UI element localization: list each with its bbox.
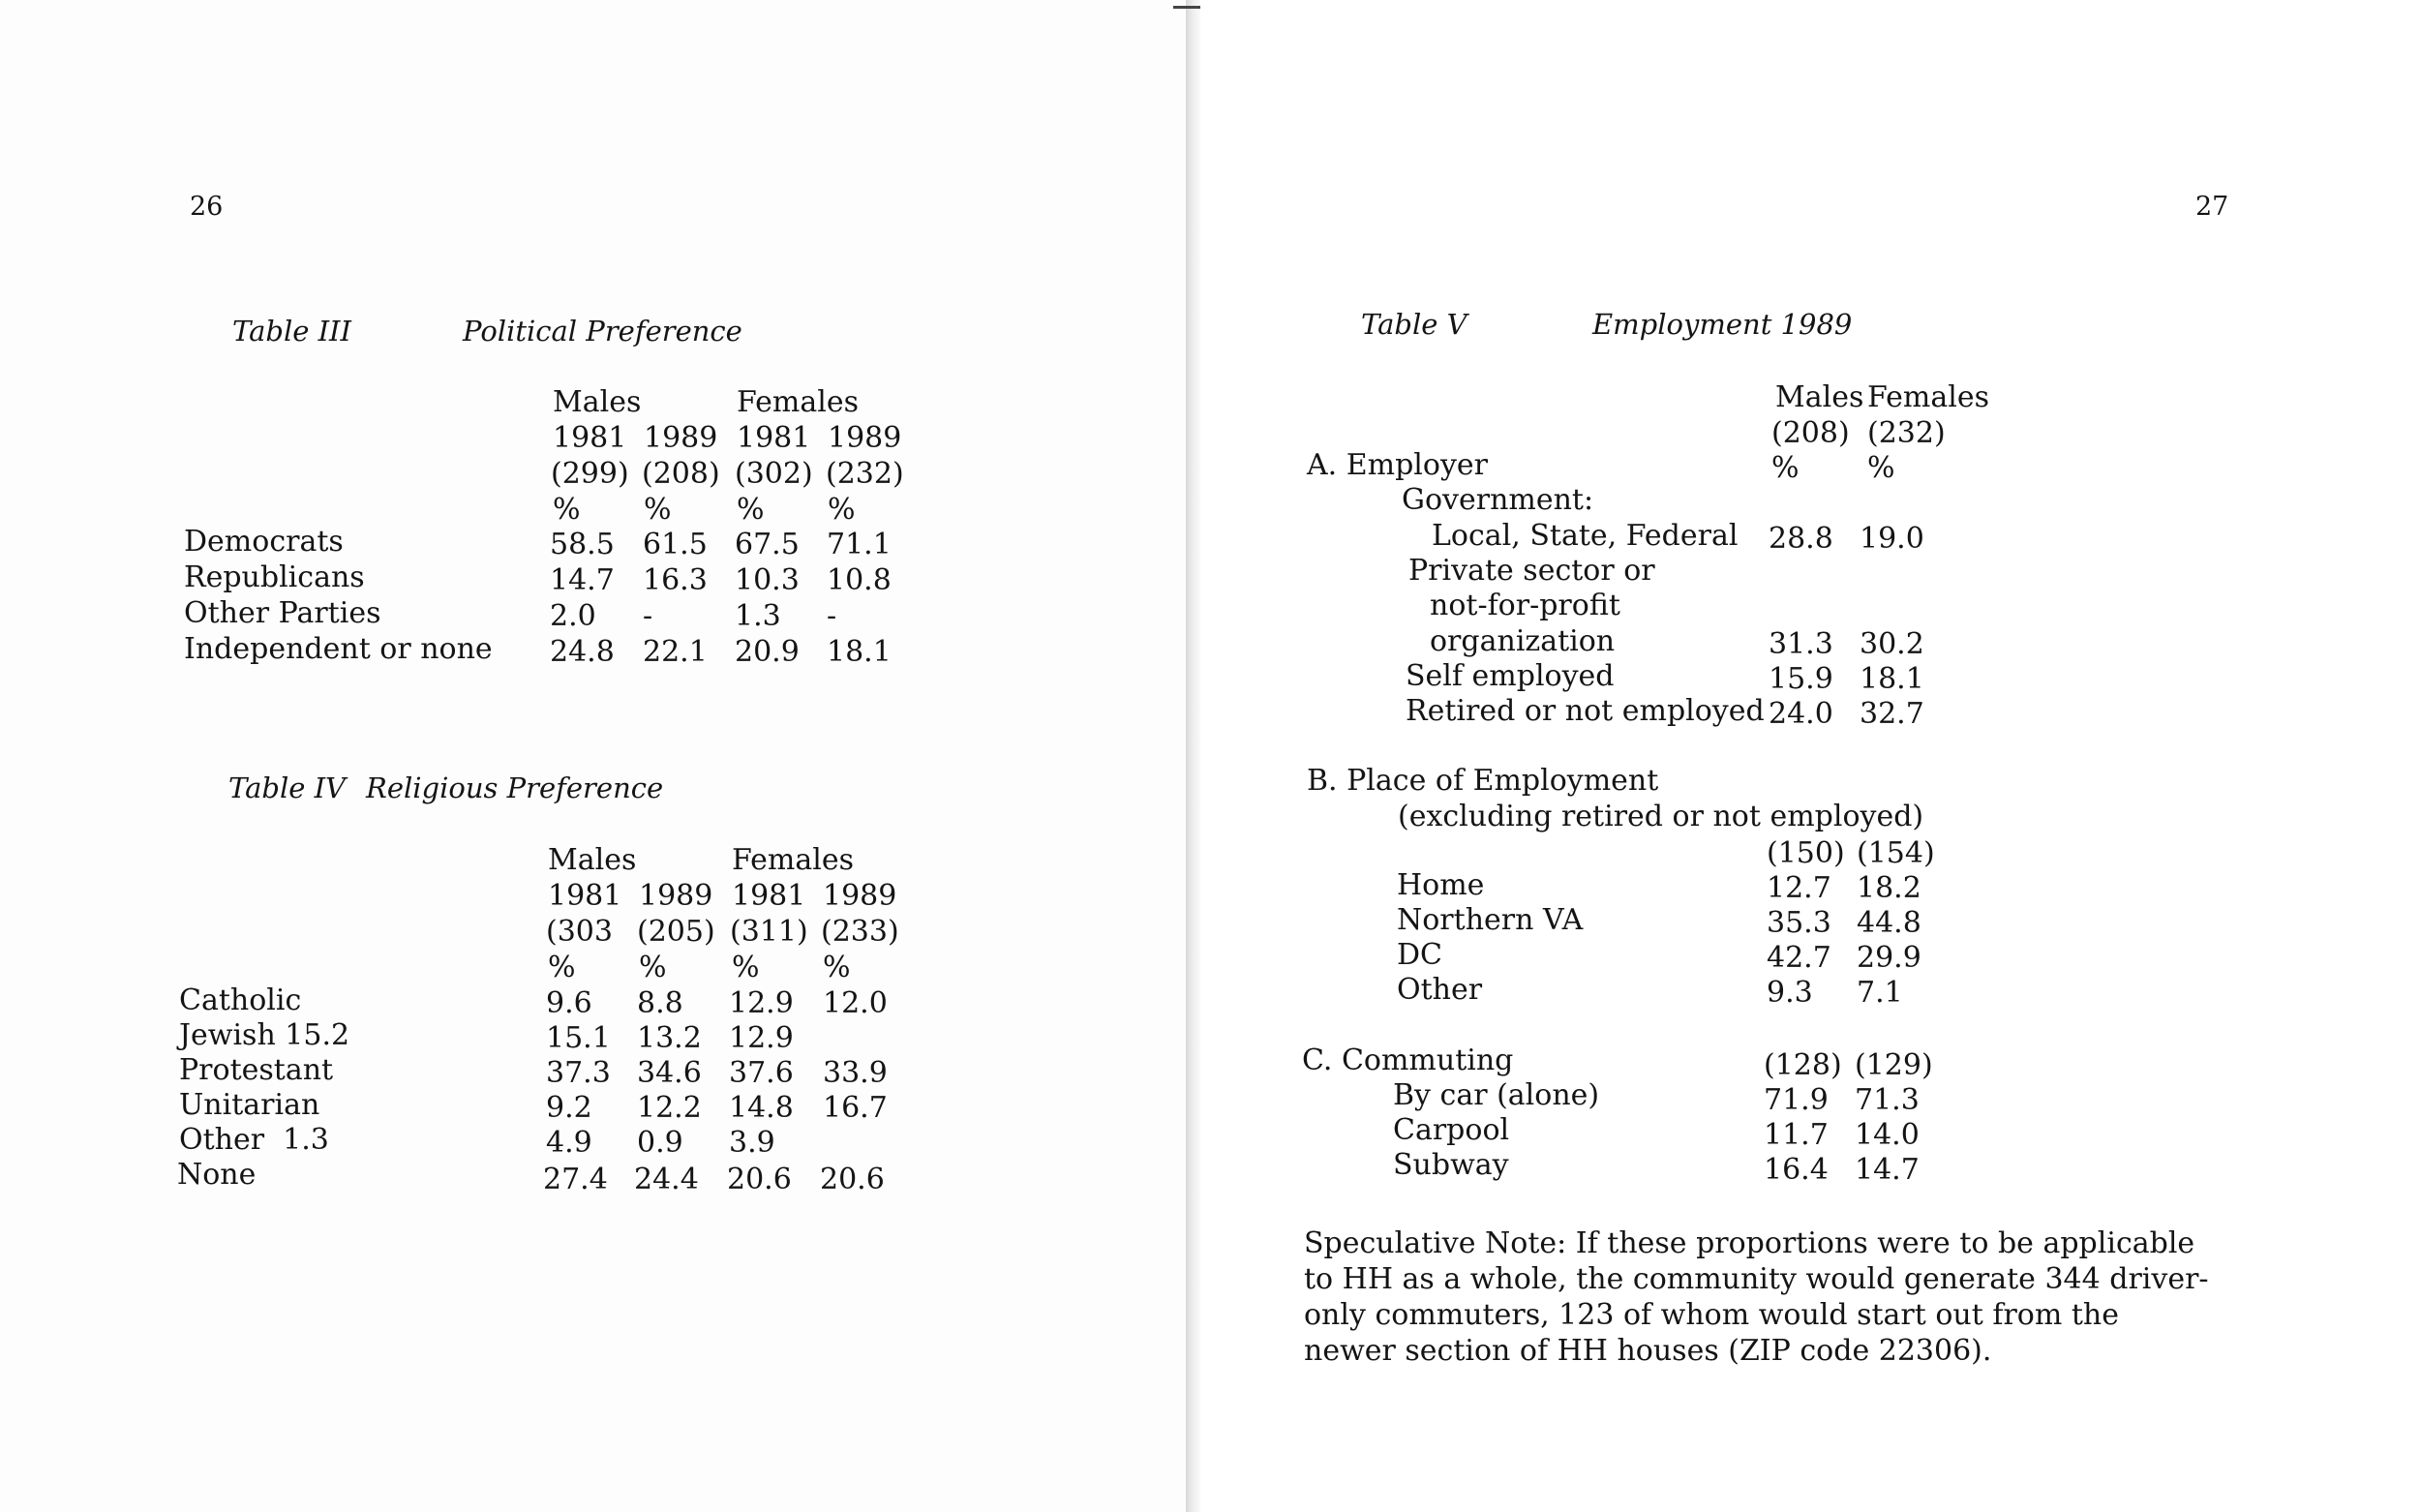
table3-cell: 67.5 bbox=[735, 528, 800, 561]
table3-pct: % bbox=[553, 493, 581, 527]
table4-cell: 37.3 bbox=[546, 1056, 611, 1090]
table3-row-label: Republicans bbox=[184, 560, 365, 594]
table4-row-label: None bbox=[177, 1158, 257, 1192]
table4-row-label: Catholic bbox=[179, 983, 302, 1017]
section-a-cell: 31.3 bbox=[1769, 627, 1833, 661]
table3-cell: - bbox=[827, 599, 837, 633]
table3-row-label: Independent or none bbox=[184, 632, 493, 666]
section-a-cell: 32.7 bbox=[1860, 697, 1924, 731]
section-b-n: (150) bbox=[1767, 836, 1845, 870]
section-b-cell: 18.2 bbox=[1857, 871, 1921, 905]
table4-cell: 20.6 bbox=[820, 1163, 885, 1196]
section-b-row-label: DC bbox=[1397, 938, 1443, 972]
table3-pct: % bbox=[737, 493, 765, 527]
table3-cell: 71.1 bbox=[827, 528, 892, 561]
table3-n: (208) bbox=[642, 457, 720, 491]
section-a-row-label: not-for-profit bbox=[1430, 589, 1620, 622]
section-b-title: B. Place of Employment bbox=[1307, 764, 1659, 798]
table4-cell: 24.4 bbox=[634, 1163, 699, 1196]
section-b-cell: 42.7 bbox=[1767, 941, 1831, 975]
table4-year: 1981 bbox=[732, 879, 806, 913]
section-b-cell: 12.7 bbox=[1767, 871, 1831, 905]
table4-label: Table IV bbox=[228, 771, 346, 804]
table3-cell: - bbox=[643, 599, 653, 633]
section-c-cell: 16.4 bbox=[1764, 1153, 1829, 1187]
section-a-cell: 30.2 bbox=[1860, 627, 1924, 661]
table5-n: (208) bbox=[1771, 416, 1850, 450]
table4-females-header: Females bbox=[732, 843, 855, 877]
section-c-cell: 71.3 bbox=[1855, 1083, 1920, 1117]
section-a-row-label: Local, State, Federal bbox=[1432, 519, 1739, 553]
table4-cell: 13.2 bbox=[637, 1021, 702, 1055]
table3-title: Political Preference bbox=[463, 315, 742, 348]
table4-cell: 12.9 bbox=[729, 1021, 794, 1055]
table5-title: Employment 1989 bbox=[1592, 308, 1853, 341]
table4-cell: 15.1 bbox=[546, 1021, 611, 1055]
table3-n: (302) bbox=[735, 457, 813, 491]
table4-n: (303 bbox=[546, 915, 613, 949]
table3-pct: % bbox=[828, 493, 856, 527]
section-b-cell: 35.3 bbox=[1767, 906, 1831, 940]
table3-cell: 14.7 bbox=[550, 563, 615, 597]
section-a-title: A. Employer bbox=[1307, 448, 1488, 482]
table3-cell: 2.0 bbox=[550, 599, 596, 633]
table3-cell: 58.5 bbox=[550, 528, 615, 561]
table3-n: (232) bbox=[826, 457, 904, 491]
table4-title: Religious Preference bbox=[366, 771, 664, 804]
table3-n: (299) bbox=[551, 457, 629, 491]
table3-cell: 10.3 bbox=[735, 563, 800, 597]
book-gutter bbox=[1186, 0, 1200, 1512]
table4-cell: 0.9 bbox=[637, 1126, 683, 1160]
section-b-cell: 7.1 bbox=[1857, 976, 1903, 1010]
table5-header-males: Males bbox=[1775, 380, 1864, 414]
table4-pct: % bbox=[548, 951, 576, 984]
section-c-row-label: Carpool bbox=[1393, 1113, 1510, 1147]
table4-row-label: Other 1.3 bbox=[179, 1123, 329, 1157]
table4-n: (233) bbox=[821, 915, 899, 949]
page-number-right: 27 bbox=[2195, 192, 2229, 222]
table4-pct: % bbox=[823, 951, 851, 984]
section-c-title: C. Commuting bbox=[1302, 1043, 1514, 1077]
section-b-row-label: Home bbox=[1397, 868, 1485, 902]
section-a-cell: 18.1 bbox=[1860, 662, 1924, 696]
section-b-n: (154) bbox=[1857, 836, 1935, 870]
table5-pct: % bbox=[1867, 451, 1895, 485]
table3-year: 1981 bbox=[553, 421, 627, 455]
section-c-row-label: By car (alone) bbox=[1393, 1078, 1600, 1112]
table4-cell: 9.2 bbox=[546, 1091, 592, 1125]
section-a-cell: 28.8 bbox=[1769, 522, 1833, 556]
table4-cell: 4.9 bbox=[546, 1126, 592, 1160]
table5-header-females: Females bbox=[1867, 380, 1990, 414]
table4-year: 1989 bbox=[639, 879, 713, 913]
table4-year: 1989 bbox=[823, 879, 897, 913]
section-c-cell: 11.7 bbox=[1764, 1118, 1829, 1152]
section-c-n: (129) bbox=[1855, 1048, 1933, 1082]
section-b-row-label: Northern VA bbox=[1397, 903, 1584, 937]
table3-cell: 1.3 bbox=[735, 599, 781, 633]
table5-n: (232) bbox=[1867, 416, 1946, 450]
table4-cell: 37.6 bbox=[729, 1056, 794, 1090]
table3-females-header: Females bbox=[737, 385, 860, 419]
table3-row-label: Other Parties bbox=[184, 596, 381, 630]
speculative-note: Speculative Note: If these proportions were to be applicable to HH as a whole, the community would generate 344 driver-only commuters, 123 of whom would start out from the newer section of HH houses (ZIP code 22306). bbox=[1304, 1226, 2209, 1368]
table4-males-header: Males bbox=[548, 843, 637, 877]
table4-cell: 12.2 bbox=[637, 1091, 702, 1125]
table3-cell: 16.3 bbox=[643, 563, 708, 597]
table3-year: 1989 bbox=[828, 421, 902, 455]
section-b-cell: 44.8 bbox=[1857, 906, 1921, 940]
table5-pct: % bbox=[1771, 451, 1800, 485]
section-b-subtitle: (excluding retired or not employed) bbox=[1398, 800, 1924, 833]
table4-cell: 12.9 bbox=[729, 986, 794, 1020]
page-number-left: 26 bbox=[190, 192, 224, 222]
table4-cell: 14.8 bbox=[729, 1091, 794, 1125]
table4-cell: 3.9 bbox=[729, 1126, 775, 1160]
table4-row-label: Unitarian bbox=[179, 1088, 320, 1122]
table3-row-label: Democrats bbox=[184, 525, 344, 559]
table4-pct: % bbox=[639, 951, 667, 984]
table4-cell: 27.4 bbox=[543, 1163, 608, 1196]
table4-cell: 33.9 bbox=[823, 1056, 888, 1090]
section-a-cell: 15.9 bbox=[1769, 662, 1833, 696]
table3-cell: 22.1 bbox=[643, 635, 708, 669]
section-a-row-label: Self employed bbox=[1406, 659, 1615, 693]
section-a-row-label: Retired or not employed bbox=[1406, 694, 1765, 728]
table4-cell: 16.7 bbox=[823, 1091, 888, 1125]
table3-cell: 24.8 bbox=[550, 635, 615, 669]
section-a-row-label: organization bbox=[1430, 624, 1616, 658]
table3-cell: 20.9 bbox=[735, 635, 800, 669]
table3-cell: 61.5 bbox=[643, 528, 708, 561]
table4-cell: 12.0 bbox=[823, 986, 888, 1020]
section-a-cell: 19.0 bbox=[1860, 522, 1924, 556]
table3-year: 1989 bbox=[644, 421, 718, 455]
section-c-n: (128) bbox=[1764, 1048, 1842, 1082]
section-c-cell: 71.9 bbox=[1764, 1083, 1829, 1117]
table4-n: (205) bbox=[637, 915, 715, 949]
table4-cell: 8.8 bbox=[637, 986, 683, 1020]
section-a-cell: 24.0 bbox=[1769, 697, 1833, 731]
table4-row-label: Protestant bbox=[179, 1053, 334, 1087]
left-page bbox=[0, 0, 1186, 1512]
table3-males-header: Males bbox=[553, 385, 642, 419]
section-c-cell: 14.7 bbox=[1855, 1153, 1920, 1187]
table3-year: 1981 bbox=[737, 421, 811, 455]
section-b-row-label: Other bbox=[1397, 973, 1483, 1007]
table4-pct: % bbox=[732, 951, 760, 984]
table5-label: Table V bbox=[1361, 308, 1467, 341]
section-c-row-label: Subway bbox=[1393, 1148, 1509, 1182]
table3-cell: 10.8 bbox=[827, 563, 892, 597]
section-b-cell: 9.3 bbox=[1767, 976, 1813, 1010]
section-b-cell: 29.9 bbox=[1857, 941, 1921, 975]
table3-label: Table III bbox=[232, 315, 351, 348]
section-a-government: Government: bbox=[1402, 483, 1594, 517]
table4-cell: 20.6 bbox=[727, 1163, 792, 1196]
table4-cell: 9.6 bbox=[546, 986, 592, 1020]
section-a-row-label: Private sector or bbox=[1408, 554, 1655, 588]
table3-cell: 18.1 bbox=[827, 635, 892, 669]
table4-year: 1981 bbox=[548, 879, 622, 913]
table3-pct: % bbox=[644, 493, 672, 527]
table4-cell: 34.6 bbox=[637, 1056, 702, 1090]
section-c-cell: 14.0 bbox=[1855, 1118, 1920, 1152]
table4-n: (311) bbox=[730, 915, 808, 949]
table4-row-label: Jewish 15.2 bbox=[179, 1018, 350, 1052]
